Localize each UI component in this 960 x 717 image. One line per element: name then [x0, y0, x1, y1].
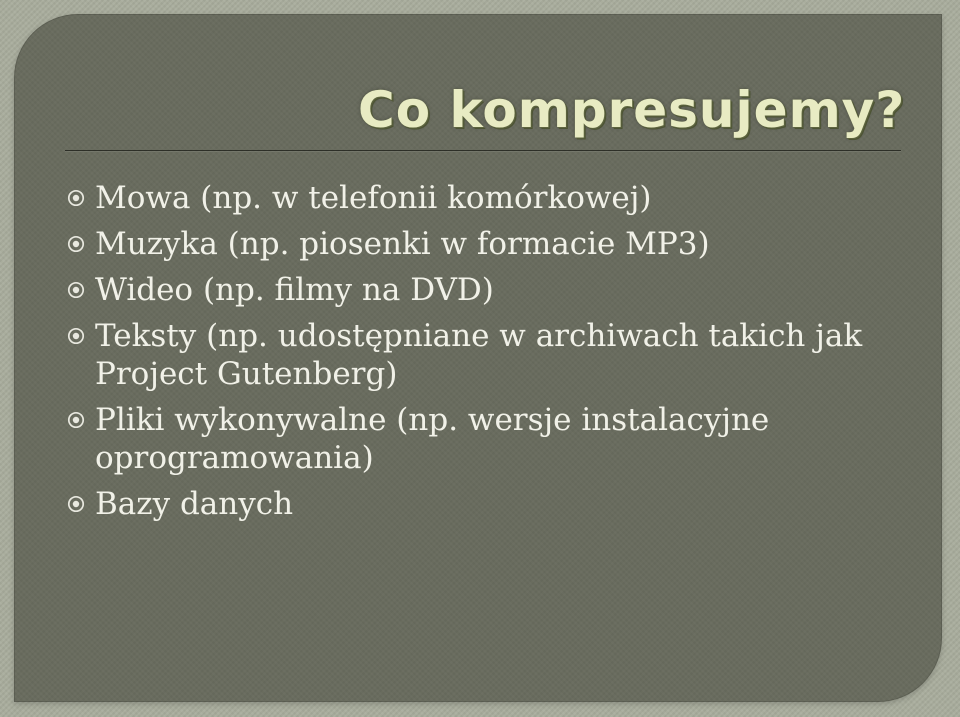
bullet-text: Pliki wykonywalne (np. wersje instalacyjne oprogramowania) — [95, 402, 770, 476]
bullet-text: Mowa (np. w telefonii komórkowej) — [95, 180, 652, 216]
circle-target-icon — [64, 179, 88, 217]
list-item — [64, 179, 884, 217]
list-item — [64, 225, 884, 263]
circle-target-icon — [64, 271, 88, 309]
bullet-text: Bazy danych — [95, 486, 294, 522]
bullet-list — [64, 179, 884, 531]
list-item — [64, 485, 884, 523]
slide-title: Co kompresujemy? — [358, 81, 906, 139]
circle-target-icon — [64, 485, 88, 523]
list-item — [64, 317, 884, 393]
bullet-text: Wideo (np. filmy na DVD) — [95, 272, 494, 308]
list-item — [64, 401, 884, 477]
bullet-text: Teksty (np. udostępniane w archiwach takich jak Project Gutenberg) — [95, 318, 863, 392]
circle-target-icon — [64, 225, 88, 263]
list-item — [64, 271, 884, 309]
circle-target-icon — [64, 317, 88, 355]
title-divider — [65, 150, 901, 151]
bullet-text: Muzyka (np. piosenki w formacie MP3) — [95, 226, 710, 262]
circle-target-icon — [64, 401, 88, 439]
